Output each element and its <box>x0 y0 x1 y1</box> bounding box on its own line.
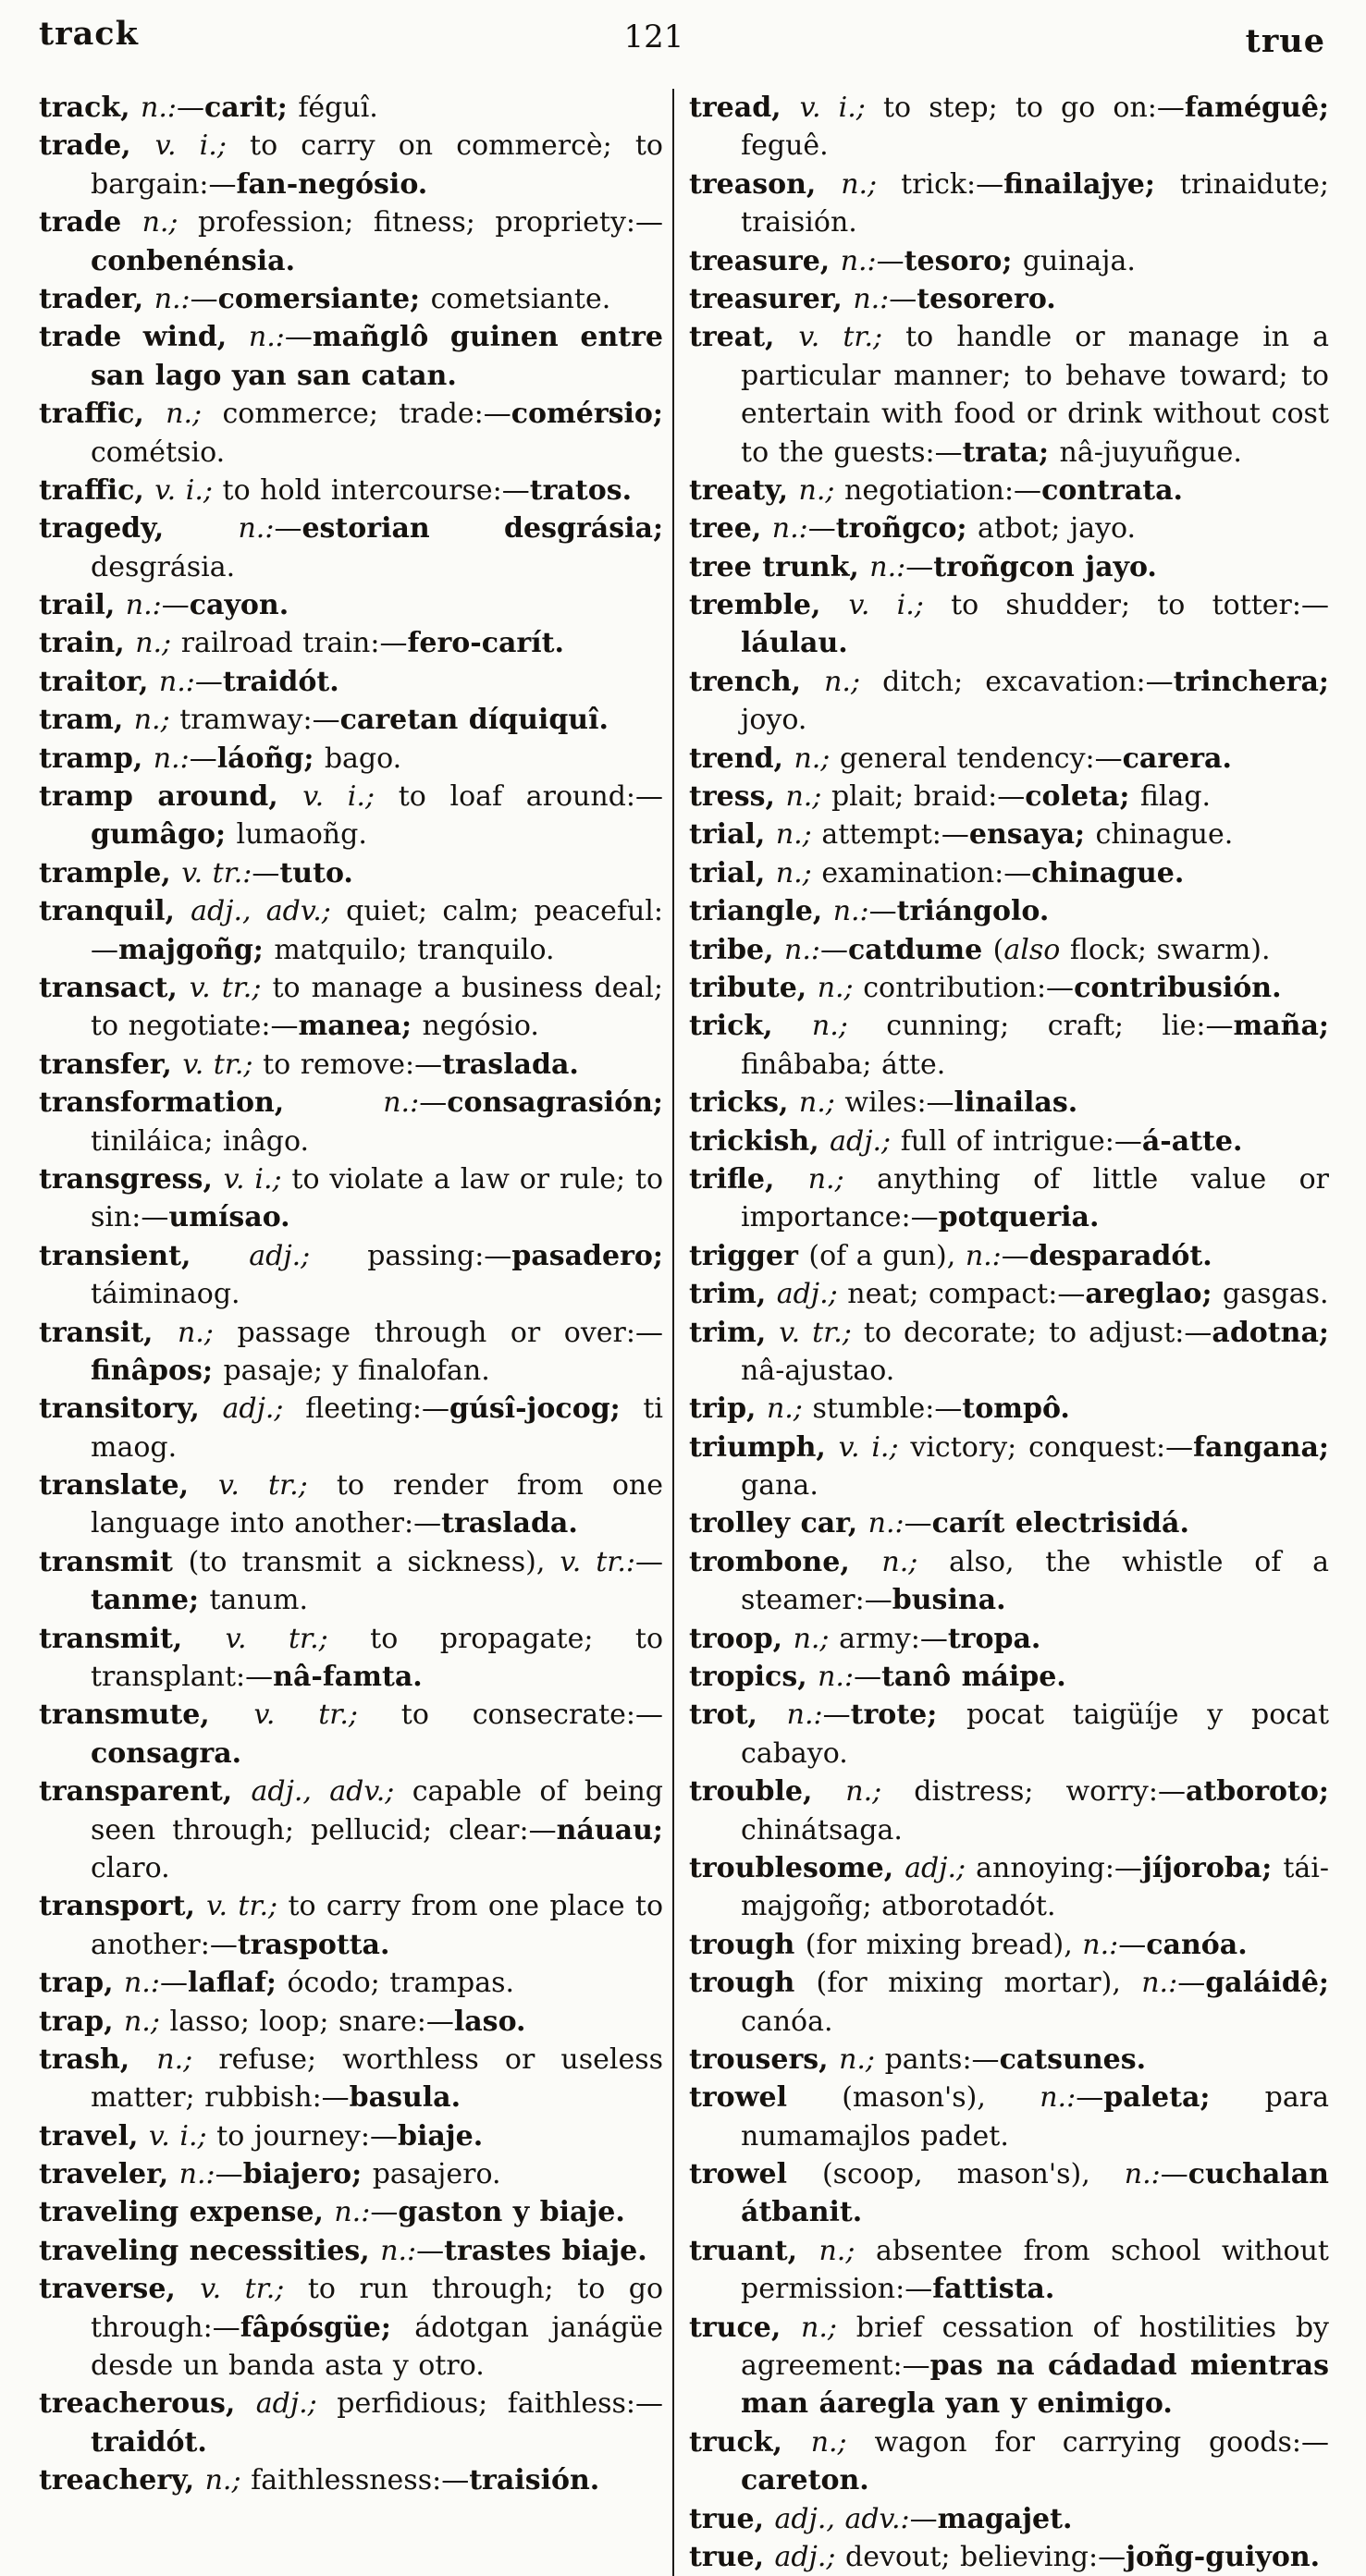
dictionary-entry: transmute, v. tr.; to consecrate:—consagra. <box>39 1699 664 1770</box>
dictionary-entry: trail, n.:—cayon. <box>39 589 289 622</box>
dictionary-entry: transfer, v. tr.; to remove:—traslada. <box>39 1048 579 1081</box>
dictionary-entry: trial, n.; attempt:—ensaya; chinague. <box>689 818 1234 852</box>
dictionary-entry: trench, n.; ditch; excavation:—trinchera; joyo. <box>689 665 1329 737</box>
dictionary-entry: triumph, v. i.; victory; conquest:—fangana; gana. <box>689 1430 1329 1503</box>
page-number: 121 <box>623 18 684 55</box>
dictionary-entry: troublesome, adj.; annoying:—jíjoroba; tái-majgoñg; atborotadót. <box>689 1851 1329 1923</box>
dictionary-entry: traverse, v. tr.; to run through; to go through:—fâpósgüe; ádotgan janágüe desde un banda asta y otro. <box>39 2273 664 2383</box>
column-right <box>689 89 1329 2576</box>
dictionary-entry: trigger (of a gun), n.:—desparadót. <box>689 1239 1212 1272</box>
dictionary-entry: tram, n.; tramway:—caretan díquiquî. <box>39 704 609 737</box>
column-divider-rule <box>672 89 674 2576</box>
dictionary-entry: trader, n.:—comersiante; cometsiante. <box>39 282 611 315</box>
dictionary-entry: trim, v. tr.; to decorate; to adjust:—adotna; nâ-ajustao. <box>689 1316 1329 1387</box>
dictionary-entry: trolley car, n.:—carít electrisidá. <box>689 1507 1189 1540</box>
dictionary-entry: travel, v. i.; to journey:—biaje. <box>39 2119 484 2153</box>
dictionary-entry: trouble, n.; distress; worry:—atboroto; chinátsaga. <box>689 1775 1329 1846</box>
dictionary-entry: trowel (scoop, mason's), n.:—cuchalan átbanit. <box>689 2158 1329 2229</box>
dictionary-entry: tremble, v. i.; to shudder; to totter:—láulau. <box>689 589 1329 660</box>
dictionary-entry: transformation, n.:—consagrasión; tiniláica; inâgo. <box>39 1086 664 1158</box>
dictionary-entry: treasure, n.:—tesoro; guinaja. <box>689 244 1136 277</box>
dictionary-entry: trick, n.; cunning; craft; lie:—maña; finâbaba; átte. <box>689 1010 1329 1081</box>
dictionary-entry: truck, n.; wagon for carrying goods:—careton. <box>689 2425 1329 2497</box>
dictionary-entry: truce, n.; brief cessation of hostilities by agreement:—pas na cádadad mientras man áaregla yan y enimigo. <box>689 2311 1329 2421</box>
dictionary-entry: train, n.; railroad train:—fero-carít. <box>39 627 564 660</box>
dictionary-entry: transport, v. tr.; to carry from one place to another:—traspotta. <box>39 1890 664 1961</box>
dictionary-entry: trowel (mason's), n.:—paleta; para numamajlos padet. <box>689 2081 1329 2153</box>
dictionary-entry: tree, n.:—troñgco; atbot; jayo. <box>689 512 1137 546</box>
dictionary-entry: transgress, v. i.; to violate a law or rule; to sin:—umísao. <box>39 1162 663 1234</box>
dictionary-entry: treason, n.; trick:—finailajye; trinaidute; traisión. <box>689 167 1329 239</box>
dictionary-entry: treachery, n.; faithlessness:—traisión. <box>39 2464 600 2497</box>
dictionary-entry: trash, n.; refuse; worthless or useless matter; rubbish:—basula. <box>39 2042 664 2115</box>
dictionary-entry: trap, n.; lasso; loop; snare:—laso. <box>39 2005 526 2038</box>
dictionary-entry: track, n.:—carit; féguî. <box>39 92 378 124</box>
dictionary-entry: truant, n.; absentee from school without permission:—fattista. <box>689 2234 1329 2306</box>
dictionary-entry: tramp, n.:—láoñg; bago. <box>39 742 402 775</box>
dictionary-entry: tread, v. i.; to step; to go on:—faméguê; feguê. <box>689 92 1329 163</box>
dictionary-entry: triangle, n.:—triángolo. <box>689 895 1050 928</box>
dictionary-entry: transit, n.; passage through or over:—finâpos; pasaje; y finalofan. <box>39 1316 664 1387</box>
two-column-body <box>39 89 1329 2576</box>
dictionary-entry: treat, v. tr.; to handle or manage in a particular manner; to behave toward; to entertain with food or drink without cost to the guests:—trata; nâ-juyuñgue. <box>689 321 1329 469</box>
dictionary-entry: trim, adj.; neat; compact:—areglao; gasgas. <box>689 1278 1329 1311</box>
dictionary-entry: tress, n.; plait; braid:—coleta; filag. <box>689 780 1212 814</box>
dictionary-entry: trade n.; profession; fitness; propriety:—conbenénsia. <box>39 206 664 277</box>
dictionary-entry: troop, n.; army:—tropa. <box>689 1622 1041 1655</box>
dictionary-entry: transitory, adj.; fleeting:—gúsî-jocog; ti maog. <box>39 1392 664 1464</box>
dictionary-entry: tropics, n.:—tanô máipe. <box>689 1661 1066 1694</box>
dictionary-entry: transmit (to transmit a sickness), v. tr.:—tanme; tanum. <box>39 1545 663 1617</box>
dictionary-entry: treacherous, adj.; perfidious; faithless:—traidót. <box>39 2387 663 2459</box>
dictionary-entry: tramp around, v. i.; to loaf around:—gumâgo; lumaoñg. <box>39 780 664 852</box>
dictionary-entry: trip, n.; stumble:—tompô. <box>689 1392 1070 1426</box>
dictionary-entry: transient, adj.; passing:—pasadero; táiminaog. <box>39 1239 664 1311</box>
running-head-right-word: true <box>1245 22 1325 60</box>
dictionary-entry: traffic, n.; commerce; trade:—comérsio; cométsio. <box>39 398 664 469</box>
dictionary-entry: transact, v. tr.; to manage a business deal; to negotiate:—manea; negósio. <box>39 971 664 1043</box>
dictionary-entry: transmit, v. tr.; to propagate; to transplant:—nâ-famta. <box>39 1622 664 1694</box>
dictionary-entry: true, adj., adv.:—magajet. <box>689 2502 1073 2535</box>
dictionary-entry: trample, v. tr.:—tuto. <box>39 856 353 889</box>
dictionary-entry: treaty, n.; negotiation:—contrata. <box>689 473 1183 507</box>
dictionary-entry: trot, n.:—trote; pocat taigüíje y pocat cabayo. <box>689 1699 1329 1770</box>
dictionary-entry: tricks, n.; wiles:—linailas. <box>689 1086 1078 1120</box>
dictionary-entry: translate, v. tr.; to render from one language into another:—traslada. <box>39 1469 663 1540</box>
dictionary-entry: tribe, n.:—catdume (also flock; swarm). <box>689 933 1271 966</box>
dictionary-entry: traveling necessities, n.:—trastes biaje. <box>39 2234 647 2267</box>
dictionary-entry: trend, n.; general tendency:—carera. <box>689 742 1232 775</box>
dictionary-entry: transparent, adj., adv.; capable of being seen through; pellucid; clear:—náuau; claro. <box>39 1775 664 1884</box>
dictionary-entry: traveler, n.:—biajero; pasajero. <box>39 2158 501 2191</box>
dictionary-entry: traffic, v. i.; to hold intercourse:—tratos. <box>39 473 633 507</box>
dictionary-entry: traveling expense, n.:—gaston y biaje. <box>39 2196 625 2229</box>
dictionary-entry: true, adj.; devout; believing:—joñg-guiyon. <box>689 2541 1321 2573</box>
running-head-left-word: track <box>39 15 139 53</box>
dictionary-entry: trade wind, n.:—mañglô guinen entre san lago yan san catan. <box>39 321 664 392</box>
dictionary-entry: tranquil, adj., adv.; quiet; calm; peaceful:—majgoñg; matquilo; tranquilo. <box>39 895 663 966</box>
dictionary-entry: tragedy, n.:—estorian desgrásia; desgrásia. <box>39 512 664 583</box>
dictionary-entry: trough (for mixing mortar), n.:—galáidê; canóa. <box>689 1967 1329 2038</box>
dictionary-entry: traitor, n.:—traidót. <box>39 665 339 698</box>
column-left <box>39 89 663 2576</box>
dictionary-entry: trickish, adj.; full of intrigue:—á-atte. <box>689 1124 1243 1158</box>
dictionary-entry: trifle, n.; anything of little value or importance:—potqueria. <box>689 1162 1329 1234</box>
dictionary-entry: trombone, n.; also, the whistle of a steamer:—busina. <box>689 1545 1329 1617</box>
dictionary-entry: treasurer, n.:—tesorero. <box>689 282 1056 315</box>
dictionary-entry: trade, v. i.; to carry on commercè; to bargain:—fan-negósio. <box>39 129 663 201</box>
dictionary-entry: trial, n.; examination:—chinague. <box>689 856 1185 889</box>
dictionary-entry: tree trunk, n.:—troñgcon jayo. <box>689 550 1157 583</box>
dictionary-entry: trap, n.:—laflaf; ócodo; trampas. <box>39 1967 515 2000</box>
dictionary-entry: tribute, n.; contribution:—contribusión. <box>689 971 1282 1004</box>
running-head <box>39 15 1329 83</box>
dictionary-entry: trough (for mixing bread), n.:—canóa. <box>689 1928 1248 1961</box>
dictionary-entry: trousers, n.; pants:—catsunes. <box>689 2042 1147 2076</box>
